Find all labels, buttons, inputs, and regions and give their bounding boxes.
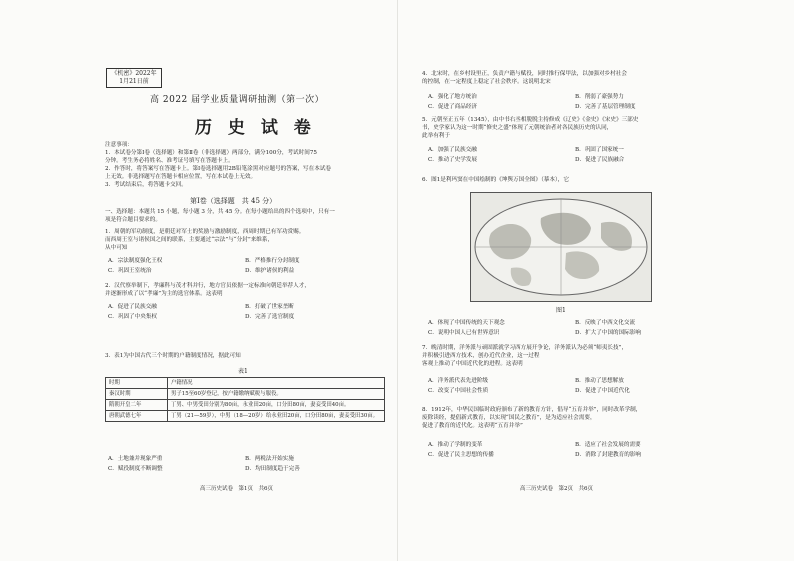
- option-a[interactable]: A．土地兼并现象严重: [108, 456, 163, 462]
- table-cell: 隋朝开皇二年: [106, 400, 168, 411]
- question-5: [422, 116, 702, 140]
- exam-subject: 历 史 试 卷: [195, 118, 316, 138]
- notice-line: 3．考试结束后，将答题卡交回。: [105, 182, 187, 188]
- question-line: 客观上推动了中国近代化的进程。这表明: [422, 361, 523, 367]
- option-b[interactable]: B．严格推行分封制度: [245, 258, 300, 264]
- question-line: 4．北宋时，在乡村设里正，负责户籍与赋役，同时推行保甲法，以加强对乡村社会: [422, 71, 627, 77]
- instruction-line: 一、选择题：本题共 15 小题，每小题 3 分，共 45 分。在每小题给出的四个选项中，只有一: [105, 209, 335, 215]
- question-line: 书，史学家认为这一时期“修史之盛”体现了元朝统治者对各民族历史的认同，: [422, 125, 613, 131]
- question-line: 7．晚清时期，洋务派与顽固派就学习西方展开争论，洋务派认为必须“师夷长技”，: [422, 345, 628, 351]
- question-line: 促进了教育的近代化。这表明“五育并举”: [422, 423, 523, 429]
- option-c[interactable]: C．说明中国人已有世界意识: [428, 330, 500, 336]
- table-row: [106, 411, 385, 422]
- option-b[interactable]: B．两税法开始实施: [245, 456, 294, 462]
- option-b[interactable]: B．打破了世家垄断: [245, 304, 294, 310]
- table-cell: 男子15至60岁登记，按户籍缴纳赋税与服役。: [168, 389, 385, 400]
- table-row: [106, 389, 385, 400]
- option-c[interactable]: C．促进了民主思想的传播: [428, 452, 494, 458]
- question-line: 而西周王室与诸侯国之间的联系，主要通过“宗法”与“分封”来维系，: [105, 237, 274, 243]
- option-c[interactable]: C．改变了中国社会性质: [428, 388, 489, 394]
- option-c[interactable]: C．巩固了中央集权: [108, 314, 158, 320]
- option-d[interactable]: D．均田制度趋于完善: [245, 466, 300, 472]
- question-2: [105, 282, 395, 298]
- option-a[interactable]: A．加强了民族交融: [428, 147, 477, 153]
- notice-block: [105, 141, 395, 189]
- part1-title: 第Ⅰ卷（选择题 共 45 分）: [190, 197, 277, 205]
- figure-caption: 图1: [556, 307, 566, 314]
- option-d[interactable]: D．促进了民族融合: [575, 157, 625, 163]
- table-header-row: [106, 378, 385, 389]
- option-a[interactable]: A．宗法制度强化王权: [108, 258, 163, 264]
- question-line: 废除读经，提倡新式教育，以实现“国民之教育”，是为适应社会需要，: [422, 415, 596, 421]
- option-b[interactable]: B．巩固了国家统一: [575, 147, 624, 153]
- question-1: [105, 228, 395, 252]
- page-footer: 高三历史试卷 第2页 共6页: [520, 486, 593, 492]
- question-6: 6．图1是利玛窦在中国绘制的《坤舆万国全图》（摹本），它: [422, 177, 569, 183]
- option-a[interactable]: A．洋务派代表先进阶级: [428, 378, 488, 384]
- option-b[interactable]: B．推动了思想解放: [575, 378, 624, 384]
- question-line: 1．周朝的军功制度，是朝廷对军士的奖励与激励制度，西周时期已有军功赏赐。: [105, 229, 305, 235]
- option-a[interactable]: A．体现了中国传统的天下观念: [428, 320, 505, 326]
- question-line: 5．元朝至正五年（1345），由中书右丞相脱脱主持修成《辽史》《金史》《宋史》三部史: [422, 117, 639, 123]
- table-cell: 秦汉时期: [106, 389, 168, 400]
- option-c[interactable]: C．巩固王室统治: [108, 268, 152, 274]
- table-header-cell: 时期: [106, 378, 168, 389]
- table-title: 表1: [238, 368, 248, 375]
- option-b[interactable]: B．适应了社会发展的需要: [575, 442, 641, 448]
- option-c[interactable]: C．赋役制度不断调整: [108, 466, 163, 472]
- table-cell: 唐朝武德七年: [106, 411, 168, 422]
- option-d[interactable]: D．维护诸侯的利益: [245, 268, 295, 274]
- table-header-cell: 户籍情况: [168, 378, 385, 389]
- option-a[interactable]: A．促进了民族交融: [108, 304, 157, 310]
- question-line: 的控制，在一定程度上稳定了社会秩序。这说明北宋: [422, 79, 551, 85]
- option-b[interactable]: B．削弱了豪强势力: [575, 94, 624, 100]
- table-row: [106, 400, 385, 411]
- question-line: 2．汉代察举制下，孝廉科与茂才科并行，地方官员依据一定标准向朝廷举荐人才，: [105, 283, 310, 289]
- notice-line: 上无效。非选择题写在答题卡相应位置，写在本试卷上无效。: [105, 174, 257, 180]
- confidential-stamp: 《机密》2022年 1月21日前: [106, 68, 162, 88]
- question-line: 从中可知: [105, 245, 128, 251]
- option-d[interactable]: D．完善了选官制度: [245, 314, 295, 320]
- option-a[interactable]: A．推动了学制的变革: [428, 442, 483, 448]
- option-b[interactable]: B．反映了中西文化交流: [575, 320, 636, 326]
- table-cell: 丁男（21—59岁），中男（18—20岁）给永业田20亩，口分田80亩，妻妾受田30亩。: [168, 411, 385, 422]
- notice-head: 注意事项：: [105, 142, 133, 148]
- question-line: 并积极引进西方技术，创办近代企业，这一过程: [422, 353, 540, 359]
- question-3: 3．表1为中国古代三个时期的户籍制度情况，据此可知: [105, 353, 241, 359]
- world-map-figure: [470, 192, 652, 302]
- part1-instructions: [105, 208, 395, 224]
- table-cell: 丁男、中男受田分别为80亩，永业田20亩，口分田80亩，妻妾受田40亩。: [168, 400, 385, 411]
- notice-line: 1．本试卷分第Ⅰ卷（选择题）和第Ⅱ卷（非选择题）两部分，满分100分，考试时间75: [105, 150, 317, 156]
- page-footer: 高三历史试卷 第1页 共6页: [200, 486, 273, 492]
- question-line: 8．1912年，中华民国临时政府颁布了新的教育方针，倡导“五育并举”，同时改革学制，: [422, 407, 642, 413]
- option-d[interactable]: D．促进了中国近代化: [575, 388, 630, 394]
- notice-line: 2．作答时，将答案写在答题卡上。第Ⅰ卷选择题用2B铅笔涂黑对应题号的答案，写在本试卷: [105, 166, 332, 172]
- option-d[interactable]: D．扩大了中国的国际影响: [575, 330, 642, 336]
- option-d[interactable]: D．完善了基层管理制度: [575, 104, 636, 110]
- instruction-line: 项是符合题目要求的。: [105, 217, 161, 223]
- option-a[interactable]: A．强化了地方统治: [428, 94, 477, 100]
- world-map-drawing: [471, 193, 651, 301]
- question-line: 并逐渐形成了以“孝廉”为主的选官体系。这表明: [105, 291, 223, 297]
- question-4: [422, 70, 702, 86]
- exam-header: 高 2022 届学业质量调研抽测（第一次）: [150, 95, 325, 105]
- household-table: [105, 377, 385, 422]
- notice-line: 分钟。考生务必将姓名、准考证号填写在答题卡上。: [105, 158, 234, 164]
- question-line: 此举有利于: [422, 133, 450, 139]
- option-c[interactable]: C．促进了商品经济: [428, 104, 478, 110]
- option-d[interactable]: D．消除了封建教育的影响: [575, 452, 642, 458]
- option-c[interactable]: C．推动了史学发展: [428, 157, 478, 163]
